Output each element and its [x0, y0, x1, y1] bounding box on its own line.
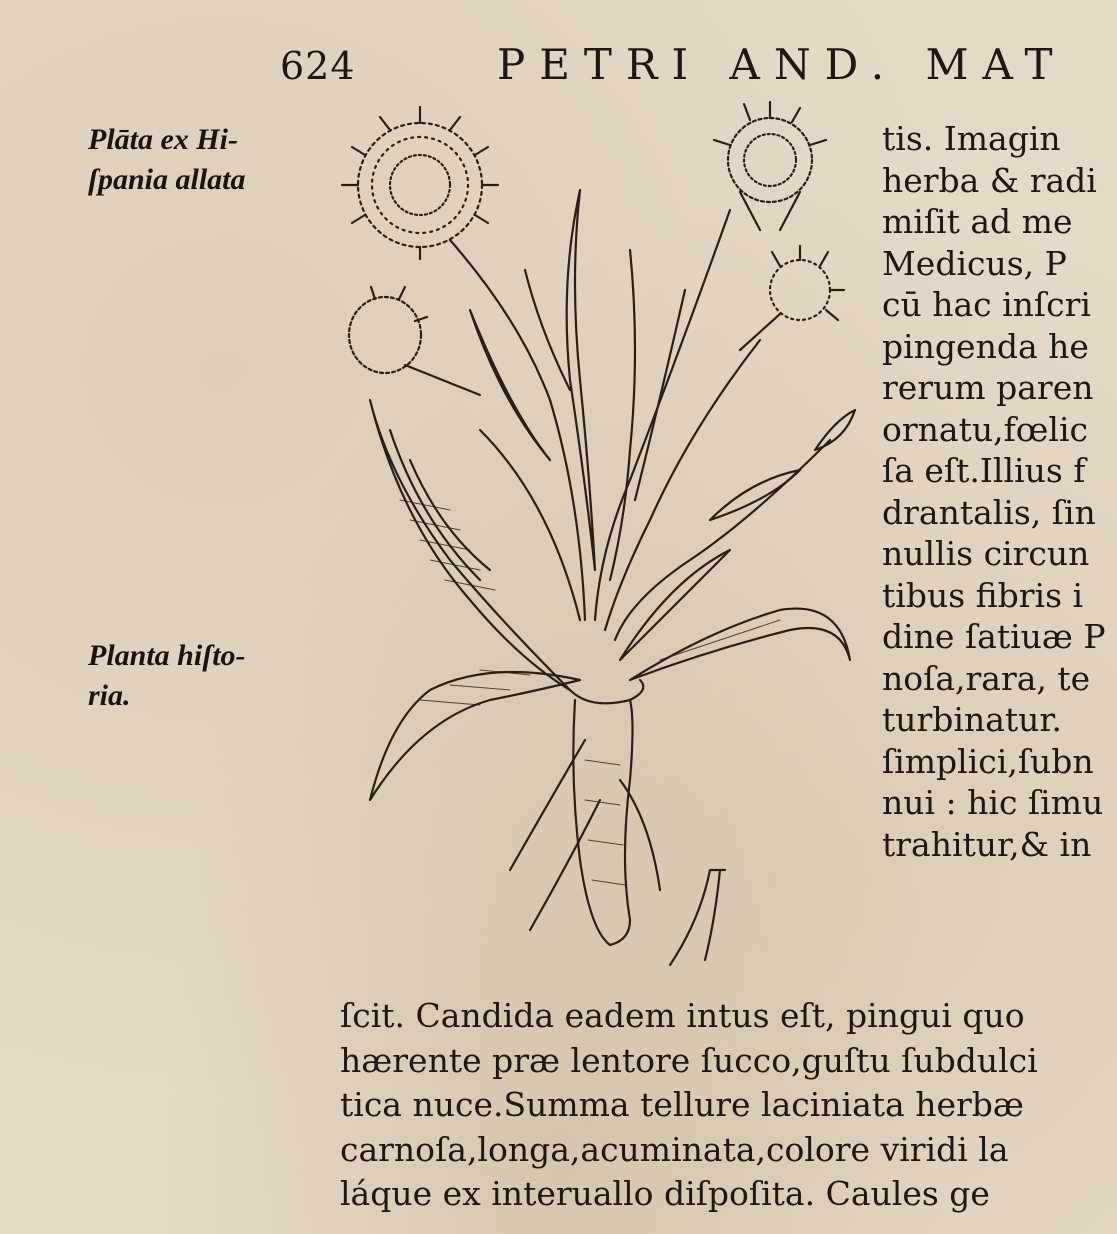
margin-note-plant-history — [88, 636, 246, 716]
text-line: láque ex interuallo diſpoſita. Caules ge — [340, 1174, 990, 1213]
bottom-text-block — [340, 994, 1117, 1217]
text-line: ornatu,fœlic — [882, 409, 1089, 449]
margin-note-line: ſpania allata — [88, 163, 246, 196]
running-head: PETRI AND. MAT — [497, 40, 1067, 89]
text-line: cū hac inſcri — [882, 285, 1091, 324]
text-line: turbinatur. — [882, 700, 1063, 739]
page-number: 624 — [280, 44, 356, 88]
text-line: tis. Imagin — [882, 119, 1061, 158]
right-text-column — [882, 118, 1117, 865]
text-line: dine ſatiuæ P — [882, 617, 1106, 656]
text-line: ſcit. Candida eadem intus eſt, pingui quo — [340, 996, 1025, 1035]
plant-woodcut-illustration — [330, 100, 870, 980]
text-line: tica nuce.Summa tellure laciniata herbæ — [340, 1085, 1024, 1124]
text-line: nui : hic ſimu — [882, 783, 1104, 822]
text-line: ſa eſt.Illius f — [882, 451, 1086, 490]
flower-head-left-low — [349, 287, 480, 395]
text-line: pingenda he — [882, 326, 1089, 366]
flower-head-small-right — [740, 246, 844, 350]
text-line: herba & radi — [882, 160, 1097, 200]
flower-head-left — [342, 107, 498, 259]
margin-note-line: ria. — [88, 679, 131, 712]
margin-note-line: Planta hiſto- — [88, 639, 246, 672]
margin-note-plant-from-spain — [88, 120, 246, 200]
text-line: trahitur,& in — [882, 824, 1092, 864]
text-line: rerum paren — [882, 368, 1094, 407]
text-line: nullis circun — [882, 534, 1090, 573]
text-line: carnoſa,longa,acuminata,colore viridi la — [340, 1129, 1009, 1169]
text-line: ſimplici,ſubn — [882, 741, 1094, 781]
text-line: noſa,rara, te — [882, 658, 1091, 698]
text-line: drantalis, ſin — [882, 492, 1096, 532]
text-line: Medicus, P — [882, 243, 1067, 283]
bud — [815, 410, 855, 450]
text-line: miſit ad me — [882, 202, 1073, 241]
text-line: hærente præ lentore ſucco,guſtu ſubdulci — [340, 1040, 1038, 1080]
text-line: tibus fibris i — [882, 575, 1084, 615]
margin-note-line: Plāta ex Hi- — [88, 123, 238, 156]
